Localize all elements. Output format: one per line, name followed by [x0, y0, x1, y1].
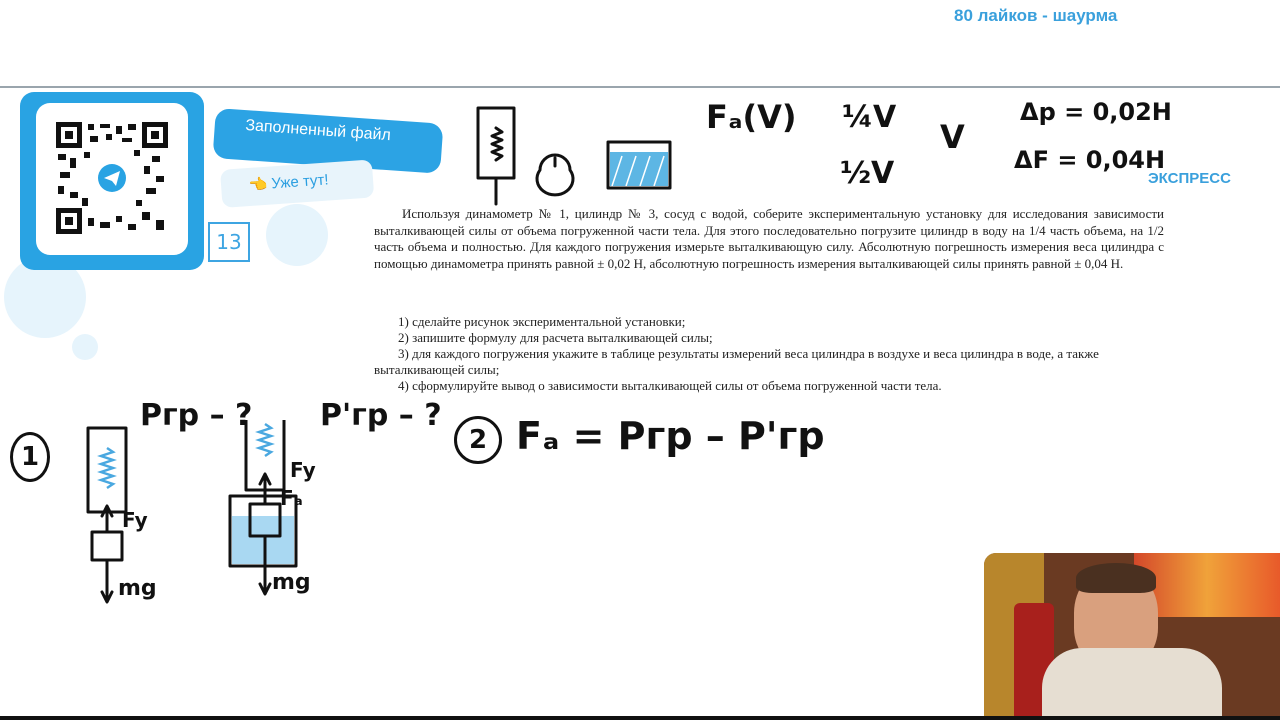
- hw-p-gr1-question: P'гр – ?: [320, 398, 442, 433]
- hw-fa: Fₐ: [280, 486, 303, 510]
- hw-fy: Fy: [122, 508, 148, 532]
- hw-half-v: ½V: [840, 156, 895, 191]
- hw-formula: Fₐ = Pгр – P'гр: [516, 414, 825, 458]
- task-paragraph: Используя динамометр № 1, цилиндр № 3, сосуд с водой, соберите экспериментальную установку для исследования зависимости выталкивающей силы от объема погруженной части тела. Для этого последовательно погрузите цилиндр в воду на 1/4 часть объема, на 1/2 часть объема и полностью. Для каждого погружения измерьте выталкивающую силу. Абсолютную погрешность измерения веса цилиндра с помощью динамометра принять равной ± 0,02 Н, абсолютную погрешность измерения выталкивающей силы принять равной ± 0,04 Н.: [374, 206, 1164, 271]
- hw-circle-1: 1: [10, 432, 50, 482]
- express-label: ЭКСПРЕСС: [1148, 170, 1231, 187]
- hw-quarter-v: ¼V: [842, 100, 897, 135]
- task-item: 3) для каждого погружения укажите в таблице результаты измерений веса цилиндра в воздухе и веса цилиндра в воде, а также выталкивающей силы;: [374, 346, 1099, 377]
- hw-circle-2: 2: [454, 416, 502, 464]
- hw-fy-2: Fy: [290, 458, 316, 482]
- task-item: 2) запишите формулу для расчета выталкивающей силы;: [398, 330, 713, 345]
- task-item: 1) сделайте рисунок экспериментальной установки;: [398, 314, 686, 329]
- banner-text: 80 лайков - шаурма: [954, 6, 1118, 25]
- qr-code-icon[interactable]: [56, 122, 168, 234]
- bottom-bar: [0, 716, 1280, 720]
- apparatus-sketch: [470, 100, 690, 210]
- task-number-box: 13: [208, 222, 250, 262]
- task-list: [374, 314, 1164, 394]
- decor-bubble: [72, 334, 98, 360]
- hw-mg: mg: [118, 576, 157, 601]
- already-here-label: 👈 Уже тут!: [248, 171, 330, 194]
- hw-mg-2: mg: [272, 570, 311, 595]
- hw-v: V: [940, 118, 965, 156]
- hw-p-gr-question: Pгр – ?: [140, 398, 253, 433]
- hw-delta-p: Δp = 0,02Н: [1020, 98, 1172, 126]
- webcam-video: [984, 553, 1280, 720]
- webcam-person-shirt: [1042, 648, 1222, 720]
- task-item: 4) сформулируйте вывод о зависимости выталкивающей силы от объема погруженной части тела.: [398, 378, 942, 393]
- hw-fa-v: Fₐ(V): [706, 98, 797, 136]
- decor-bubble: [266, 204, 328, 266]
- webcam-person-hair: [1076, 563, 1156, 593]
- filled-file-label: Заполненный файл: [244, 117, 392, 145]
- hw-delta-f: ΔF = 0,04Н: [1014, 146, 1166, 174]
- top-divider: [0, 86, 1280, 88]
